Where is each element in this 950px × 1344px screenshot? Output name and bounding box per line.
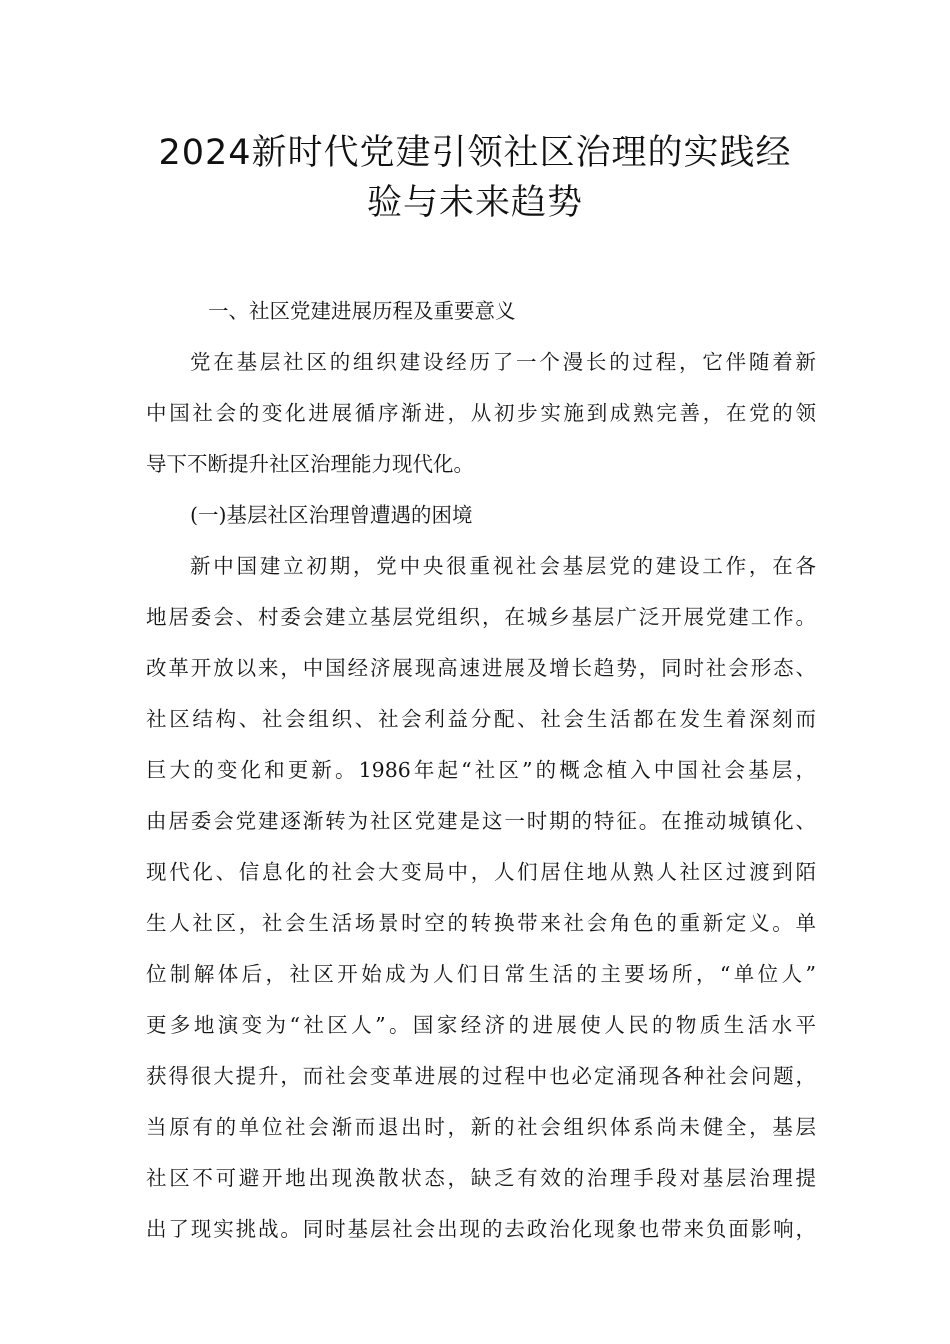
paragraph-line: 改革开放以来，中国经济展现高速进展及增长趋势，同时社会形态、	[146, 656, 816, 680]
paragraph-line: 当原有的单位社会渐而退出时，新的社会组织体系尚未健全，基层	[146, 1115, 816, 1139]
paragraph-line: 新中国建立初期，党中央很重视社会基层党的建设工作，在各	[190, 554, 816, 578]
paragraph-line: 现代化、信息化的社会大变局中，人们居住地从熟人社区过渡到陌	[146, 860, 816, 884]
title-line-1: 2024新时代党建引领社区治理的实践经	[158, 133, 792, 173]
paragraph-line: 巨大的变化和更新。1986年起“社区”的概念植入中国社会基层，	[146, 758, 816, 782]
paragraph-line: 由居委会党建逐渐转为社区党建是这一时期的特征。在推动城镇化、	[146, 809, 816, 833]
paragraph-line: 社区结构、社会组织、社会利益分配、社会生活都在发生着深刻而	[146, 707, 816, 731]
paragraph-line: 党在基层社区的组织建设经历了一个漫长的过程，它伴随着新	[190, 350, 816, 374]
paragraph-line: 导下不断提升社区治理能力现代化。	[146, 452, 474, 476]
document-title	[120, 128, 830, 228]
paragraph-line: 位制解体后，社区开始成为人们日常生活的主要场所，“单位人”	[146, 962, 816, 986]
paragraph-line: 出了现实挑战。同时基层社会出现的去政治化现象也带来负面影响，	[146, 1217, 816, 1241]
document-body	[146, 286, 816, 1255]
paragraph-line: 中国社会的变化进展循序渐进，从初步实施到成熟完善，在党的领	[146, 401, 816, 425]
section-heading: 一、社区党建进展历程及重要意义	[208, 299, 516, 323]
paragraph-line: 获得很大提升，而社会变革进展的过程中也必定涌现各种社会问题，	[146, 1064, 816, 1088]
paragraph-line: 更多地演变为“社区人”。国家经济的进展使人民的物质生活水平	[146, 1013, 816, 1037]
subsection-heading: (一)基层社区治理曾遭遇的困境	[190, 503, 473, 527]
title-line-2: 验与未来趋势	[366, 183, 583, 223]
paragraph-line: 社区不可避开地出现涣散状态，缺乏有效的治理手段对基层治理提	[146, 1166, 816, 1190]
paragraph-line: 地居委会、村委会建立基层党组织，在城乡基层广泛开展党建工作。	[146, 605, 816, 629]
paragraph-line: 生人社区，社会生活场景时空的转换带来社会角色的重新定义。单	[146, 911, 816, 935]
